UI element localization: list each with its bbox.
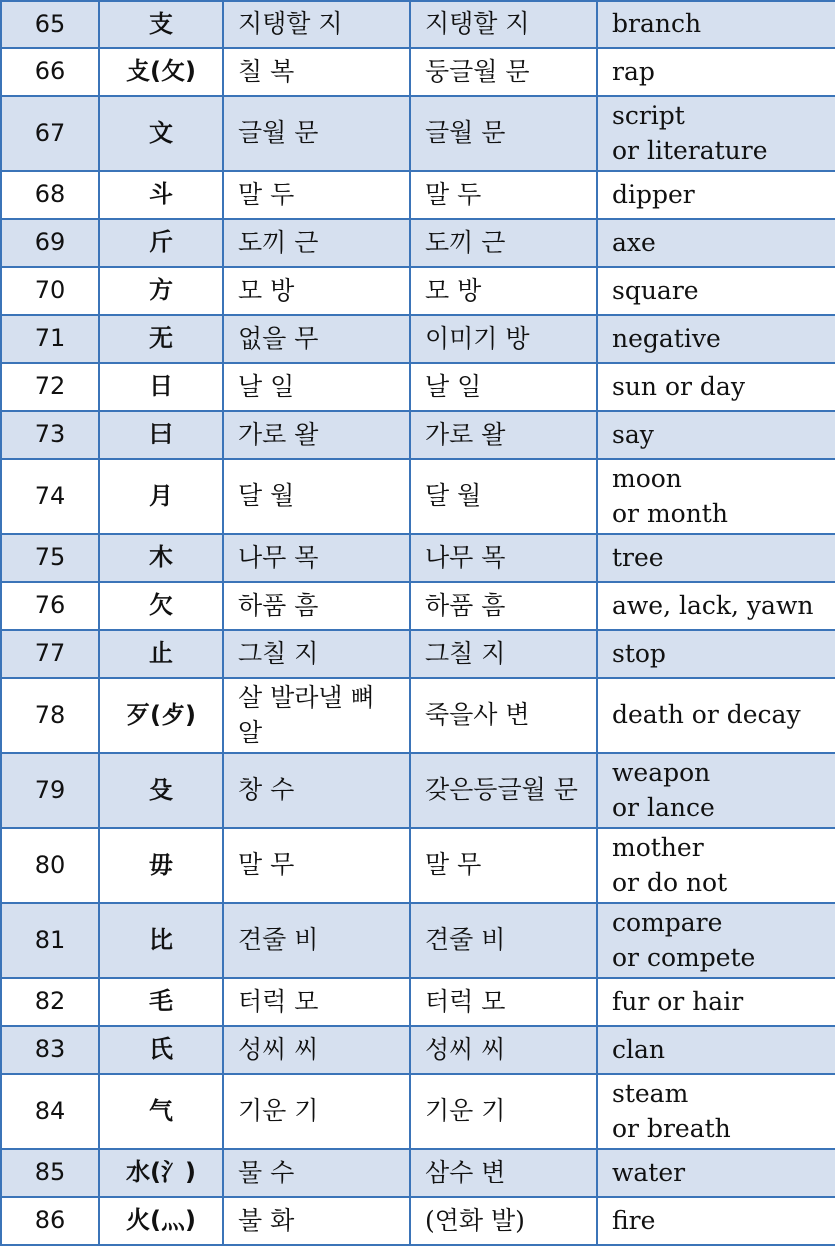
radical-character-cell: 支 — [99, 1, 223, 48]
korean-name-cell: 견줄 비 — [223, 903, 410, 978]
radical-character-cell: 比 — [99, 903, 223, 978]
english-meaning-cell — [597, 753, 835, 828]
korean-name-cell: 그칠 지 — [223, 630, 410, 678]
radical-number-cell: 83 — [1, 1026, 99, 1074]
korean-name-cell: 가로 왈 — [223, 411, 410, 459]
korean-name-cell: 기운 기 — [223, 1074, 410, 1149]
korean-radical-name-cell: 삼수 변 — [410, 1149, 597, 1197]
english-meaning-cell — [597, 582, 835, 630]
table-row — [1, 96, 835, 171]
radical-character-cell: 殳 — [99, 753, 223, 828]
korean-name-cell: 나무 목 — [223, 534, 410, 582]
english-meaning-line: branch — [612, 9, 702, 39]
english-meaning-line: or breath — [612, 1113, 731, 1143]
english-meaning-cell — [597, 219, 835, 267]
radical-number-cell: 78 — [1, 678, 99, 753]
korean-radical-name-cell: 기운 기 — [410, 1074, 597, 1149]
radical-number-cell: 77 — [1, 630, 99, 678]
english-meaning-cell — [597, 1197, 835, 1245]
english-meaning-line: or month — [612, 498, 728, 528]
english-meaning-line: steam — [612, 1079, 689, 1108]
radical-character-cell: 月 — [99, 459, 223, 534]
korean-name-cell: 도끼 근 — [223, 219, 410, 267]
table-body — [1, 1, 835, 1245]
english-meaning-cell — [597, 534, 835, 582]
english-meaning-cell — [597, 1, 835, 48]
english-meaning-line: or compete — [612, 942, 756, 972]
korean-radical-name-cell: 성씨 씨 — [410, 1026, 597, 1074]
english-meaning-line: script — [612, 101, 685, 130]
table-row — [1, 1, 835, 48]
english-meaning-cell — [597, 363, 835, 411]
korean-name-cell: 글월 문 — [223, 96, 410, 171]
table-row — [1, 363, 835, 411]
english-meaning-cell — [597, 630, 835, 678]
korean-radical-name-cell: 글월 문 — [410, 96, 597, 171]
radical-character-cell: 氏 — [99, 1026, 223, 1074]
table-row — [1, 1149, 835, 1197]
korean-radical-name-cell: 둥글월 문 — [410, 48, 597, 96]
table-row — [1, 171, 835, 219]
english-meaning-line: or lance — [612, 792, 715, 822]
radical-character-cell: 歹(歺) — [99, 678, 223, 753]
korean-radical-name-cell: 날 일 — [410, 363, 597, 411]
korean-radical-name-cell: 말 무 — [410, 828, 597, 903]
radical-character-cell: 气 — [99, 1074, 223, 1149]
english-meaning-cell — [597, 903, 835, 978]
english-meaning-line: fire — [612, 1205, 656, 1235]
korean-name-cell: 모 방 — [223, 267, 410, 315]
korean-name-cell: 없을 무 — [223, 315, 410, 363]
korean-name-cell: 지탱할 지 — [223, 1, 410, 48]
radical-number-cell: 70 — [1, 267, 99, 315]
radical-number-cell: 69 — [1, 219, 99, 267]
english-meaning-line: tree — [612, 542, 664, 572]
table-row — [1, 630, 835, 678]
korean-radical-name-cell: 달 월 — [410, 459, 597, 534]
english-meaning-line: square — [612, 275, 699, 305]
english-meaning-line: rap — [612, 56, 655, 86]
table-row — [1, 411, 835, 459]
radical-number-cell: 82 — [1, 978, 99, 1026]
english-meaning-line: or literature — [612, 135, 768, 165]
korean-radical-name-cell: 이미기 방 — [410, 315, 597, 363]
english-meaning-cell — [597, 96, 835, 171]
english-meaning-line: clan — [612, 1034, 666, 1064]
radical-character-cell: 日 — [99, 363, 223, 411]
radical-number-cell: 66 — [1, 48, 99, 96]
radical-number-cell: 71 — [1, 315, 99, 363]
korean-name-cell: 불 화 — [223, 1197, 410, 1245]
table-row — [1, 678, 835, 753]
korean-name-cell: 칠 복 — [223, 48, 410, 96]
english-meaning-cell — [597, 978, 835, 1026]
radical-number-cell: 74 — [1, 459, 99, 534]
korean-name-cell: 창 수 — [223, 753, 410, 828]
english-meaning-cell — [597, 459, 835, 534]
table-row — [1, 48, 835, 96]
table-row — [1, 459, 835, 534]
korean-name-cell: 터럭 모 — [223, 978, 410, 1026]
radical-character-cell: 攴(攵) — [99, 48, 223, 96]
korean-name-cell: 달 월 — [223, 459, 410, 534]
korean-radical-name-cell: 말 두 — [410, 171, 597, 219]
english-meaning-cell — [597, 171, 835, 219]
korean-radical-name-cell: (연화 발) — [410, 1197, 597, 1245]
english-meaning-line: negative — [612, 323, 721, 353]
english-meaning-cell — [597, 1074, 835, 1149]
radical-number-cell: 67 — [1, 96, 99, 171]
english-meaning-line: sun or day — [612, 371, 745, 401]
radical-character-cell: 火(灬) — [99, 1197, 223, 1245]
table-row — [1, 978, 835, 1026]
radical-number-cell: 72 — [1, 363, 99, 411]
radical-character-cell: 木 — [99, 534, 223, 582]
radical-number-cell: 65 — [1, 1, 99, 48]
radical-number-cell: 68 — [1, 171, 99, 219]
english-meaning-line: moon — [612, 464, 682, 493]
english-meaning-line: awe, lack, yawn — [612, 590, 814, 620]
radical-character-cell: 欠 — [99, 582, 223, 630]
english-meaning-line: axe — [612, 227, 656, 257]
english-meaning-cell — [597, 315, 835, 363]
table-row — [1, 315, 835, 363]
table-row — [1, 219, 835, 267]
english-meaning-line: stop — [612, 638, 666, 668]
radical-character-cell: 止 — [99, 630, 223, 678]
korean-radical-name-cell: 가로 왈 — [410, 411, 597, 459]
english-meaning-line: dipper — [612, 179, 695, 209]
korean-name-cell: 물 수 — [223, 1149, 410, 1197]
radical-character-cell: 曰 — [99, 411, 223, 459]
english-meaning-line: say — [612, 419, 654, 449]
english-meaning-cell — [597, 1149, 835, 1197]
radical-character-cell: 水(氵) — [99, 1149, 223, 1197]
table-row — [1, 1026, 835, 1074]
english-meaning-cell — [597, 267, 835, 315]
radical-character-cell: 毛 — [99, 978, 223, 1026]
korean-radical-name-cell: 지탱할 지 — [410, 1, 597, 48]
english-meaning-cell — [597, 678, 835, 753]
radical-number-cell: 79 — [1, 753, 99, 828]
korean-radical-name-cell: 모 방 — [410, 267, 597, 315]
korean-name-cell: 말 두 — [223, 171, 410, 219]
english-meaning-line: or do not — [612, 867, 728, 897]
table-row — [1, 903, 835, 978]
korean-radical-name-cell: 나무 목 — [410, 534, 597, 582]
radical-character-cell: 斤 — [99, 219, 223, 267]
table-row — [1, 753, 835, 828]
english-meaning-cell — [597, 48, 835, 96]
radical-number-cell: 86 — [1, 1197, 99, 1245]
radical-number-cell: 85 — [1, 1149, 99, 1197]
english-meaning-line: water — [612, 1157, 686, 1187]
radical-number-cell: 81 — [1, 903, 99, 978]
english-meaning-line: death or decay — [612, 700, 801, 730]
radical-number-cell: 76 — [1, 582, 99, 630]
korean-radical-name-cell: 터럭 모 — [410, 978, 597, 1026]
korean-name-cell: 성씨 씨 — [223, 1026, 410, 1074]
english-meaning-cell — [597, 828, 835, 903]
korean-name-cell: 하품 흠 — [223, 582, 410, 630]
radical-number-cell: 80 — [1, 828, 99, 903]
radical-number-cell: 73 — [1, 411, 99, 459]
english-meaning-line: weapon — [612, 758, 711, 787]
table-row — [1, 1197, 835, 1245]
english-meaning-cell — [597, 1026, 835, 1074]
english-meaning-line: mother — [612, 833, 704, 862]
radical-number-cell: 75 — [1, 534, 99, 582]
korean-name-cell: 살 발라낼 뼈 알 — [223, 678, 410, 753]
korean-radical-name-cell: 갖은등글월 문 — [410, 753, 597, 828]
radical-character-cell: 文 — [99, 96, 223, 171]
english-meaning-cell — [597, 411, 835, 459]
radical-character-cell: 无 — [99, 315, 223, 363]
table-row — [1, 828, 835, 903]
radical-number-cell: 84 — [1, 1074, 99, 1149]
table-row — [1, 534, 835, 582]
english-meaning-line: fur or hair — [612, 986, 744, 1016]
radical-character-cell: 毋 — [99, 828, 223, 903]
korean-radical-name-cell: 견줄 비 — [410, 903, 597, 978]
radical-character-cell: 方 — [99, 267, 223, 315]
english-meaning-line: compare — [612, 908, 723, 937]
korean-radical-name-cell: 죽을사 변 — [410, 678, 597, 753]
korean-name-cell: 날 일 — [223, 363, 410, 411]
korean-name-cell: 말 무 — [223, 828, 410, 903]
korean-radical-name-cell: 도끼 근 — [410, 219, 597, 267]
korean-radical-name-cell: 그칠 지 — [410, 630, 597, 678]
table-row — [1, 1074, 835, 1149]
table-row — [1, 582, 835, 630]
radical-character-cell: 斗 — [99, 171, 223, 219]
table-row — [1, 267, 835, 315]
korean-radical-name-cell: 하품 흠 — [410, 582, 597, 630]
